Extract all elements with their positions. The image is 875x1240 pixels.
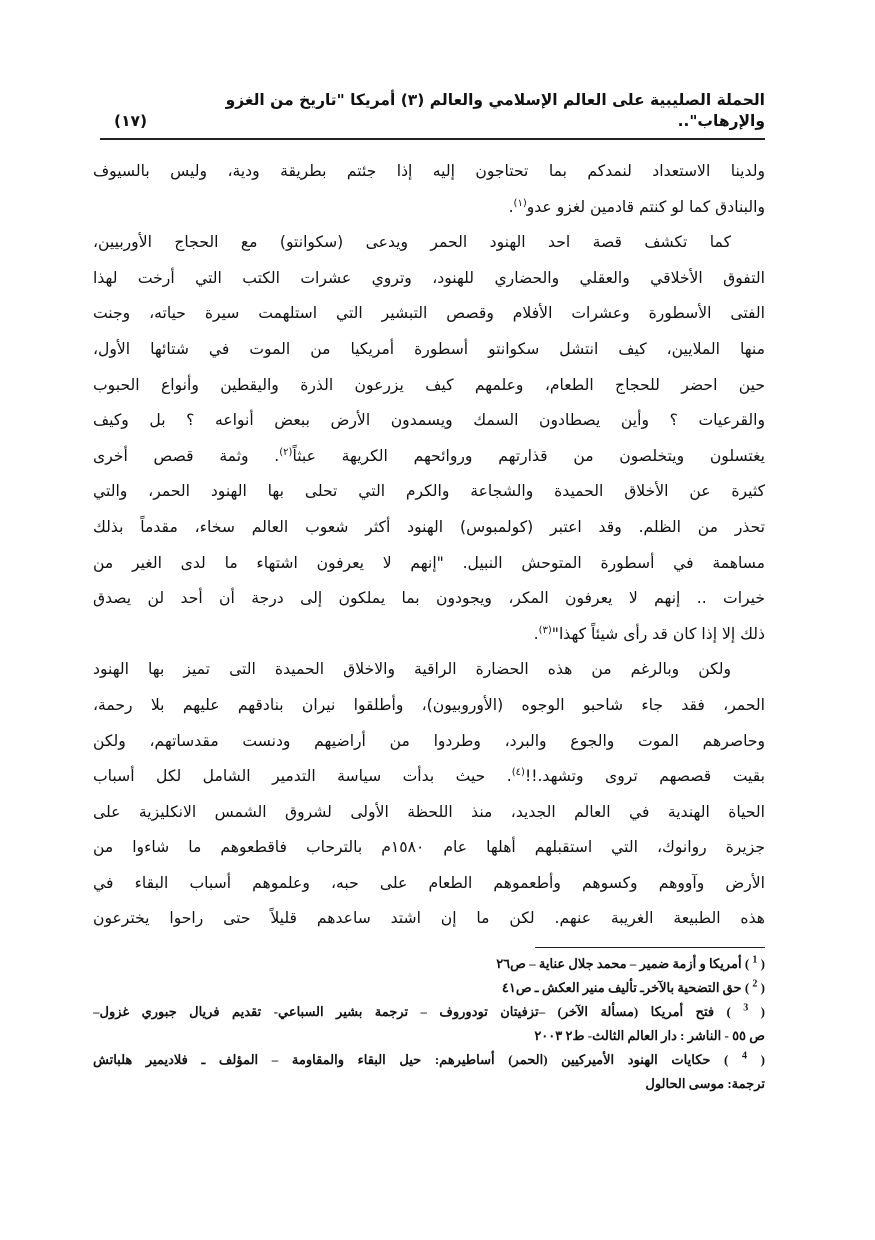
footnote-number: ( $^4$ ) bbox=[710, 1050, 765, 1068]
line-text: ولدينا الاستعداد لنمدكم بما تحتاجون إليه إذا جئتم بطريقة ودية، وليس بالسيوف bbox=[93, 162, 765, 180]
text-line bbox=[93, 332, 765, 368]
running-header bbox=[100, 86, 765, 140]
line-text: الحياة الهندية في العالم الجديد، منذ اللحظة الأولى لشروق الشمس الانكليزية على bbox=[93, 802, 765, 821]
footnote bbox=[93, 1000, 765, 1024]
text-line bbox=[93, 368, 765, 404]
text-line bbox=[93, 190, 765, 226]
text-line bbox=[93, 296, 765, 332]
text-line bbox=[93, 581, 765, 617]
text-line bbox=[93, 261, 765, 297]
footnote-text: ترجمة: موسى الحالول bbox=[645, 1076, 765, 1092]
footnote-number: ( $^3$ ) bbox=[714, 1002, 765, 1020]
footnote-number: ( $^2$ ) bbox=[741, 978, 765, 996]
text-line bbox=[93, 546, 765, 582]
footnote-text: فتح أمريكا (مسألة الآخر) –تزفيتان تودوروف – ترجمة بشير السباعي- تقديم فريال جبوري غزول– bbox=[93, 1004, 715, 1020]
footnote bbox=[93, 1072, 765, 1096]
footnote bbox=[93, 952, 765, 976]
footnote bbox=[93, 976, 765, 1000]
text-line bbox=[93, 724, 765, 760]
footnote-number-value: 3 bbox=[743, 1002, 749, 1014]
line-text: هذه الطبيعة الغريبة عنهم. لكن ما إن اشتد ساعدهم قليلاً حتى راحوا يخترعون bbox=[93, 909, 765, 928]
footnote-separator bbox=[535, 947, 765, 948]
footnotes bbox=[93, 952, 765, 1116]
line-text: يغتسلون ويتخلصون من قذارتهم وروائحهم الكريهة عبثاً bbox=[292, 446, 766, 465]
text-line bbox=[93, 901, 765, 937]
line-text: الفتى الأسطورة وعشرات الأفلام وقصص التبشير التي استلهمت سيرة حياته، وجنت bbox=[93, 304, 765, 323]
footnote-text: حق التضحية بالآخرـ تأليف منير العكش ـ ص٤١ bbox=[501, 980, 742, 996]
line-text: . حيث بدأت سياسة التدمير الشامل لكل أسباب bbox=[93, 767, 512, 786]
line-text: . bbox=[533, 624, 539, 643]
line-text: الأرض وآووهم وكسوهم وأطعموهم الطعام على حبه، وعلموهم أسباب البقاء في bbox=[93, 873, 765, 892]
text-line bbox=[93, 474, 765, 510]
page bbox=[93, 0, 765, 1116]
line-text: جزيرة روانوك، التي استقبلهم أهلها عام ١٥٨٠م بالترحاب فاقطعوهم ما شاءوا من bbox=[93, 838, 765, 857]
line-text: خيرات .. إنهم لا يعرفون المكر، ويجودون بما يملكون إلى درجة أن أحد لن يصدق bbox=[93, 589, 765, 608]
footnote bbox=[93, 1048, 765, 1072]
header-title: الحملة الصليبية على العالم الإسلامي والعالم (٣) أمريكا "تاريخ من الغزو والإرهاب".. bbox=[225, 91, 765, 130]
line-text: كما تكشف قصة احد الهنود الحمر ويدعى (سكوانتو) مع الحجاج الأوربيين، bbox=[93, 233, 731, 252]
line-text: والقرعيات ؟ وأين يصطادون السمك ويسمدون الأرض ببعض أنواعه ؟ بل وكيف bbox=[93, 411, 765, 430]
page-number: (١٧) bbox=[114, 112, 148, 130]
text-line bbox=[93, 439, 765, 475]
text-line bbox=[93, 795, 765, 831]
line-text: تحذر من الظلم. وقد اعتبر (كولمبوس) الهنود أكثر شعوب العالم سخاء، مقدماً بذلك bbox=[93, 517, 765, 536]
line-text: التفوق الأخلاقي والعقلي والحضاري للهنود، وتروي عشرات الكتب التي أرخت لهذا bbox=[93, 268, 765, 287]
text-line bbox=[93, 866, 765, 902]
line-text: . bbox=[508, 197, 514, 216]
body-text bbox=[93, 154, 765, 937]
text-line bbox=[93, 688, 765, 724]
line-text: منها الملايين، كيف انتشل سكوانتو أسطورة أمريكيا من الموت في شتائها الأول، bbox=[93, 339, 765, 358]
line-text: ذلك إلا إذا كان قد رأى شيئاً كهذا" bbox=[551, 624, 765, 643]
line-text: وحاصرهم الموت والجوع والبرد، وطردوا من أراضيهم ودنست مقدساتهم، ولكن bbox=[93, 731, 765, 750]
footnote-ref: (٢) bbox=[279, 446, 293, 458]
footnote-number-value: 1 bbox=[752, 954, 758, 966]
footnote-ref: (٣) bbox=[538, 624, 552, 636]
line-text: والبنادق كما لو كنتم قادمين لغزو عدو bbox=[526, 197, 765, 216]
text-line bbox=[93, 617, 765, 653]
text-line bbox=[93, 830, 765, 866]
line-text: بقيت قصصهم تروى وتشهد.!! bbox=[524, 767, 765, 786]
line-text: كثيرة عن الأخلاق الحميدة والشجاعة والكرم التي تحلى بها الهنود الحمر، والتي bbox=[93, 482, 765, 501]
line-text: حين احضر للحجاج الطعام، وعلمهم كيف يزرعون الذرة واليقطين وأنواع الحبوب bbox=[93, 375, 765, 394]
footnote-text: أمريكا و أزمة ضمير – محمد جلال عناية – ص٢٦ bbox=[496, 956, 742, 972]
footnote-number: ( $^1$ ) bbox=[741, 954, 765, 972]
line-text: مساهمة في أسطورة المتوحش النبيل. "إنهم لا يعرفون اشتهاء ما لدى الغير من bbox=[93, 553, 765, 572]
footnote-number-value: 2 bbox=[752, 978, 758, 990]
text-line bbox=[93, 154, 765, 190]
text-line bbox=[93, 759, 765, 795]
text-line bbox=[93, 225, 765, 261]
text-line bbox=[93, 403, 765, 439]
footnote-ref: (١) bbox=[513, 197, 527, 209]
text-line bbox=[93, 652, 765, 688]
line-text: ولكن وبالرغم من هذه الحضارة الراقية والاخلاق الحميدة التى تميز بها الهنود bbox=[93, 660, 731, 679]
footnote-ref: (٤) bbox=[511, 766, 525, 778]
footnote bbox=[93, 1024, 765, 1048]
text-line bbox=[93, 510, 765, 546]
footnote-number-value: 4 bbox=[742, 1050, 748, 1062]
line-text: الحمر، فقد جاء شاحبو الوجوه (الأوروبيون)، وأطلقوا نيران بنادقهم عليهم بلا رحمة، bbox=[93, 695, 765, 714]
footnote-text: حكايات الهنود الأميركيين (الحمر) أساطيرهم: حيل البقاء والمقاومة – المؤلف ـ فلاديمير هلباتش bbox=[93, 1052, 711, 1068]
line-text: . وثمة قصص أخرى bbox=[93, 446, 280, 465]
footnote-text: ص ٥٥ - الناشر : دار العالم الثالث- ط٢ ٢٠٠٣ bbox=[534, 1028, 765, 1044]
